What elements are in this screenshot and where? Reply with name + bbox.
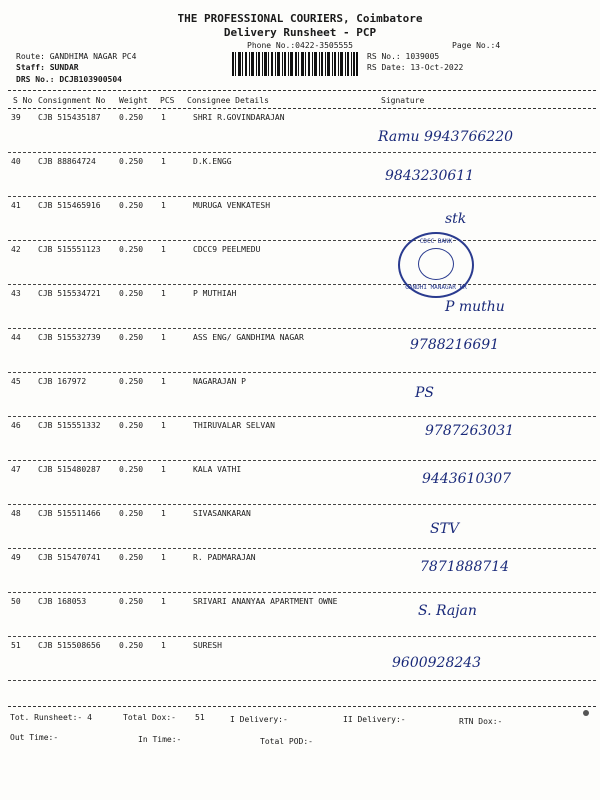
row-pcs: 1 xyxy=(161,509,166,518)
table-row xyxy=(0,153,600,197)
table-row xyxy=(0,241,600,285)
row-consignee: P MUTHIAH xyxy=(193,289,237,298)
table-row xyxy=(0,417,600,461)
staff-label: Staff: SUNDAR xyxy=(16,63,79,72)
row-signature: Ramu 9943766220 xyxy=(378,129,514,145)
row-weight: 0.250 xyxy=(119,245,144,254)
row-weight: 0.250 xyxy=(119,597,144,606)
row-divider xyxy=(8,680,596,681)
row-consignee: KALA VATHI xyxy=(193,465,242,474)
col-consignee: Consignee Details xyxy=(187,96,269,105)
phone-number: Phone No.:0422-3505555 xyxy=(247,41,353,50)
table-row xyxy=(0,285,600,329)
row-consignee: SIVASANKARAN xyxy=(193,509,251,518)
total-pod: Total POD:- xyxy=(260,737,313,746)
row-signature: 9600928243 xyxy=(392,655,482,671)
row-sno: 45 xyxy=(11,377,21,386)
row-signature: 9843230611 xyxy=(385,168,475,184)
company-name: THE PROFESSIONAL COURIERS, Coimbatore xyxy=(177,12,423,25)
row-consignee: CDCC9 PEELMEDU xyxy=(193,245,261,254)
document-title: Delivery Runsheet - PCP xyxy=(223,26,377,39)
row-signature: S. Rajan xyxy=(418,603,477,619)
row-weight: 0.250 xyxy=(119,509,144,518)
row-consignment-no: CJB 168053 xyxy=(38,597,87,606)
row-sno: 50 xyxy=(11,597,21,606)
row-consignee: MURUGA VENKATESH xyxy=(193,201,271,210)
row-signature: stk xyxy=(445,211,467,227)
row-weight: 0.250 xyxy=(119,113,144,122)
drs-number: DRS No.: DCJB103900504 xyxy=(16,75,122,84)
row-sno: 46 xyxy=(11,421,21,430)
row-weight: 0.250 xyxy=(119,201,144,210)
table-row xyxy=(0,549,600,593)
row-signature: 9443610307 xyxy=(422,471,512,487)
barcode-icon xyxy=(232,52,358,76)
row-weight: 0.250 xyxy=(119,421,144,430)
row-signature: P muthu xyxy=(445,299,505,315)
row-sno: 40 xyxy=(11,157,21,166)
row-consignee: D.K.ENGG xyxy=(193,157,232,166)
row-signature: STV xyxy=(430,521,460,537)
row-sno: 41 xyxy=(11,201,21,210)
page-number: Page No.:4 xyxy=(452,41,501,50)
col-sno: S No xyxy=(13,96,33,105)
row-pcs: 1 xyxy=(161,553,166,562)
row-weight: 0.250 xyxy=(119,465,144,474)
row-sno: 42 xyxy=(11,245,21,254)
row-weight: 0.250 xyxy=(119,553,144,562)
row-consignment-no: CJB 515465916 xyxy=(38,201,101,210)
total-dox-label: Total Dox:- xyxy=(123,713,176,722)
row-consignment-no: CJB 515508656 xyxy=(38,641,101,650)
rs-number: RS No.: 1039005 xyxy=(367,52,440,61)
row-sno: 43 xyxy=(11,289,21,298)
row-signature: PS xyxy=(415,385,435,401)
rtn-dox: RTN Dox:- xyxy=(459,717,503,726)
row-consignment-no: CJB 515480287 xyxy=(38,465,101,474)
row-pcs: 1 xyxy=(161,377,166,386)
row-consignment-no: CJB 515511466 xyxy=(38,509,101,518)
row-consignee: THIRUVALAR SELVAN xyxy=(193,421,275,430)
row-pcs: 1 xyxy=(161,113,166,122)
col-weight: Weight xyxy=(119,96,148,105)
ii-delivery: II Delivery:- xyxy=(343,715,406,724)
table-row xyxy=(0,505,600,549)
table-row xyxy=(0,329,600,373)
row-weight: 0.250 xyxy=(119,157,144,166)
row-consignment-no: CJB 515534721 xyxy=(38,289,101,298)
table-row xyxy=(0,637,600,681)
row-weight: 0.250 xyxy=(119,289,144,298)
table-row xyxy=(0,593,600,637)
footer-divider xyxy=(8,706,596,707)
row-signature: 9788216691 xyxy=(410,337,500,353)
row-signature: 7871888714 xyxy=(420,559,510,575)
row-signature: 9787263031 xyxy=(425,423,515,439)
row-consignment-no: CJB 515551332 xyxy=(38,421,101,430)
row-consignment-no: CJB 515470741 xyxy=(38,553,101,562)
out-time: Out Time:- xyxy=(10,733,59,742)
row-pcs: 1 xyxy=(161,157,166,166)
rs-date: RS Date: 13-Oct-2022 xyxy=(367,63,464,72)
table-row xyxy=(0,109,600,153)
row-sno: 47 xyxy=(11,465,21,474)
row-pcs: 1 xyxy=(161,465,166,474)
row-pcs: 1 xyxy=(161,333,166,342)
row-consignee: ASS ENG/ GANDHIMA NAGAR xyxy=(193,333,304,342)
row-pcs: 1 xyxy=(161,597,166,606)
col-pcs: PCS xyxy=(160,96,175,105)
row-consignee: NAGARAJAN P xyxy=(193,377,246,386)
row-sno: 44 xyxy=(11,333,21,342)
row-sno: 51 xyxy=(11,641,21,650)
i-delivery: I Delivery:- xyxy=(230,715,288,724)
row-consignee: SHRI R.GOVINDARAJAN xyxy=(193,113,285,122)
punch-hole xyxy=(583,710,589,716)
row-consignee: R. PADMARAJAN xyxy=(193,553,256,562)
table-row xyxy=(0,197,600,241)
table-row xyxy=(0,373,600,417)
row-weight: 0.250 xyxy=(119,333,144,342)
row-pcs: 1 xyxy=(161,245,166,254)
bank-seal-stamp: CDCC BANK GANDHI MANAGAR BR xyxy=(398,232,474,298)
row-consignment-no: CJB 88864724 xyxy=(38,157,96,166)
row-sno: 48 xyxy=(11,509,21,518)
row-consignment-no: CJB 515435187 xyxy=(38,113,101,122)
row-pcs: 1 xyxy=(161,641,166,650)
in-time: In Time:- xyxy=(138,735,182,744)
row-consignee: SRIVARI ANANYAA APARTMENT OWNE xyxy=(193,597,338,606)
row-consignment-no: CJB 515551123 xyxy=(38,245,101,254)
row-pcs: 1 xyxy=(161,201,166,210)
col-signature: Signature xyxy=(381,96,425,105)
total-dox-value: 51 xyxy=(195,713,205,722)
row-weight: 0.250 xyxy=(119,641,144,650)
row-pcs: 1 xyxy=(161,289,166,298)
row-pcs: 1 xyxy=(161,421,166,430)
row-consignee: SURESH xyxy=(193,641,222,650)
route-label: Route: GANDHIMA NAGAR PC4 xyxy=(16,52,137,61)
total-runsheet: Tot. Runsheet:- 4 xyxy=(10,713,92,722)
row-consignment-no: CJB 515532739 xyxy=(38,333,101,342)
col-consignment: Consignment No xyxy=(38,96,106,105)
row-sno: 49 xyxy=(11,553,21,562)
table-row xyxy=(0,461,600,505)
header-divider xyxy=(8,90,596,91)
row-consignment-no: CJB 167972 xyxy=(38,377,87,386)
row-weight: 0.250 xyxy=(119,377,144,386)
row-sno: 39 xyxy=(11,113,21,122)
